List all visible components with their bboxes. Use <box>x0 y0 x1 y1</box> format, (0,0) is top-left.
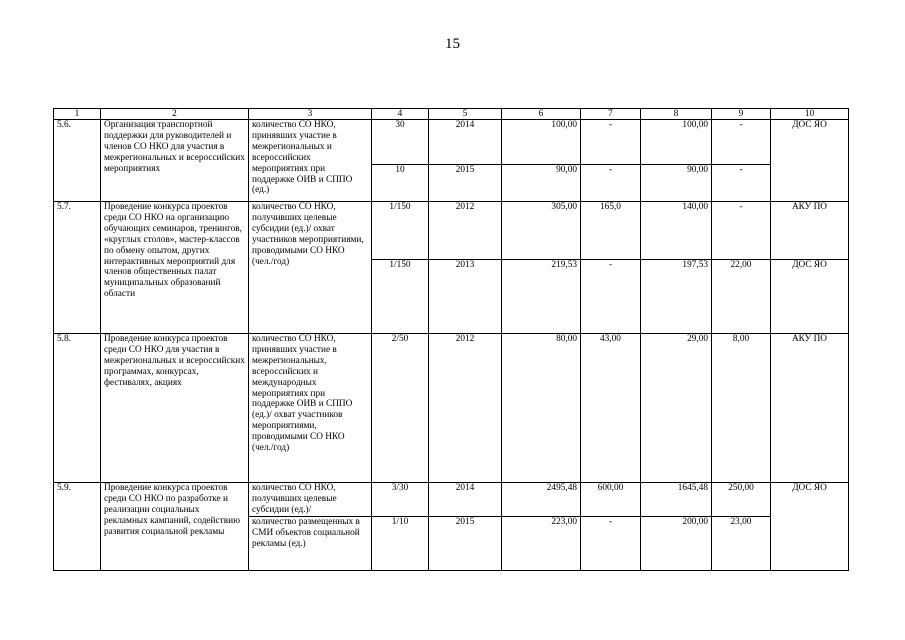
executor: АКУ ПО <box>771 202 849 260</box>
regional-amount: 90,00 <box>641 165 712 202</box>
federal-amount: 600,00 <box>581 483 641 517</box>
indicator: количество СО НКО, принявших участие в межрегиональных и всероссийских мероприятиях при поддержке ОИВ и СППО (ед.) <box>249 120 372 202</box>
year: 2015 <box>429 516 502 570</box>
column-header: 1 <box>54 109 101 120</box>
regional-amount: 140,00 <box>641 202 712 260</box>
page-number: 15 <box>445 36 460 52</box>
activity-name: Проведение конкурса проектов среди СО НКО для участия в межрегиональных и всероссийских программах, конкурсах, фестивалях, акциях <box>101 334 249 483</box>
target-value: 1/10 <box>372 516 429 570</box>
program-activities-table <box>53 108 849 571</box>
column-header: 5 <box>429 109 502 120</box>
column-header: 9 <box>712 109 771 120</box>
year: 2014 <box>429 483 502 517</box>
total-amount: 223,00 <box>502 516 581 570</box>
item-number: 5.9. <box>54 483 101 571</box>
federal-amount: 43,00 <box>581 334 641 483</box>
item-number: 5.8. <box>54 334 101 483</box>
regional-amount: 29,00 <box>641 334 712 483</box>
regional-amount: 200,00 <box>641 516 712 570</box>
total-amount: 305,00 <box>502 202 581 260</box>
activity-name: Организация транспортной поддержки для руководителей и членов СО НКО для участия в межрегиональных и всероссийских мероприятиях <box>101 120 249 202</box>
column-header: 4 <box>372 109 429 120</box>
executor: ДОС ЯО <box>771 120 849 202</box>
year: 2015 <box>429 165 502 202</box>
table-row <box>54 120 849 165</box>
total-amount: 219,53 <box>502 260 581 334</box>
year: 2012 <box>429 202 502 260</box>
executor: ДОС ЯО <box>771 260 849 334</box>
total-amount: 90,00 <box>502 165 581 202</box>
column-header: 2 <box>101 109 249 120</box>
regional-amount: 100,00 <box>641 120 712 165</box>
target-value: 30 <box>372 120 429 165</box>
activity-name: Проведение конкурса проектов среди СО НКО по разработке и реализации социальных рекламных кампаний, содействию развития социальной рекламы <box>101 483 249 571</box>
item-number: 5.6. <box>54 120 101 202</box>
target-value: 10 <box>372 165 429 202</box>
total-amount: 80,00 <box>502 334 581 483</box>
indicator: количество СО НКО, получивших целевые субсидии (ед.)/ <box>249 483 372 517</box>
year: 2012 <box>429 334 502 483</box>
column-header: 6 <box>502 109 581 120</box>
column-number-header-row <box>54 109 849 120</box>
table-row <box>54 334 849 483</box>
target-value: 2/50 <box>372 334 429 483</box>
federal-amount: 165,0 <box>581 202 641 260</box>
target-value: 1/150 <box>372 260 429 334</box>
column-header: 10 <box>771 109 849 120</box>
executor: ДОС ЯО <box>771 483 849 571</box>
federal-amount: - <box>581 120 641 165</box>
total-amount: 100,00 <box>502 120 581 165</box>
indicator: количество СО НКО, получивших целевые субсидии (ед.)/ охват участников мероприятиями, проводимыми СО НКО (чел./год) <box>249 202 372 334</box>
column-header: 8 <box>641 109 712 120</box>
other-amount: 8,00 <box>712 334 771 483</box>
table-row <box>54 202 849 260</box>
indicator: количество размещенных в СМИ объектов социальной рекламы (ед.) <box>249 516 372 570</box>
activity-name: Проведение конкурса проектов среди СО НКО на организацию обучающих семинаров, тренингов, «круглых столов», мастер-классов по обмену опытом, других интерактивных мероприятий для членов общественных палат муниципальных образований области <box>101 202 249 334</box>
other-amount: - <box>712 202 771 260</box>
other-amount: 22,00 <box>712 260 771 334</box>
target-value: 1/150 <box>372 202 429 260</box>
target-value: 3/30 <box>372 483 429 517</box>
other-amount: - <box>712 120 771 165</box>
executor: АКУ ПО <box>771 334 849 483</box>
column-header: 3 <box>249 109 372 120</box>
indicator: количество СО НКО, принявших участие в межрегиональных, всероссийских и международных мероприятиях при поддержке ОИВ и СППО (ед.)/ охват участников мероприятиями, проводимыми СО НКО (чел./год) <box>249 334 372 483</box>
total-amount: 2495,48 <box>502 483 581 517</box>
other-amount: 250,00 <box>712 483 771 517</box>
year: 2014 <box>429 120 502 165</box>
federal-amount: - <box>581 516 641 570</box>
year: 2013 <box>429 260 502 334</box>
regional-amount: 197,53 <box>641 260 712 334</box>
other-amount: 23,00 <box>712 516 771 570</box>
regional-amount: 1645,48 <box>641 483 712 517</box>
item-number: 5.7. <box>54 202 101 334</box>
federal-amount: - <box>581 260 641 334</box>
federal-amount: - <box>581 165 641 202</box>
table-row <box>54 483 849 517</box>
column-header: 7 <box>581 109 641 120</box>
other-amount: - <box>712 165 771 202</box>
